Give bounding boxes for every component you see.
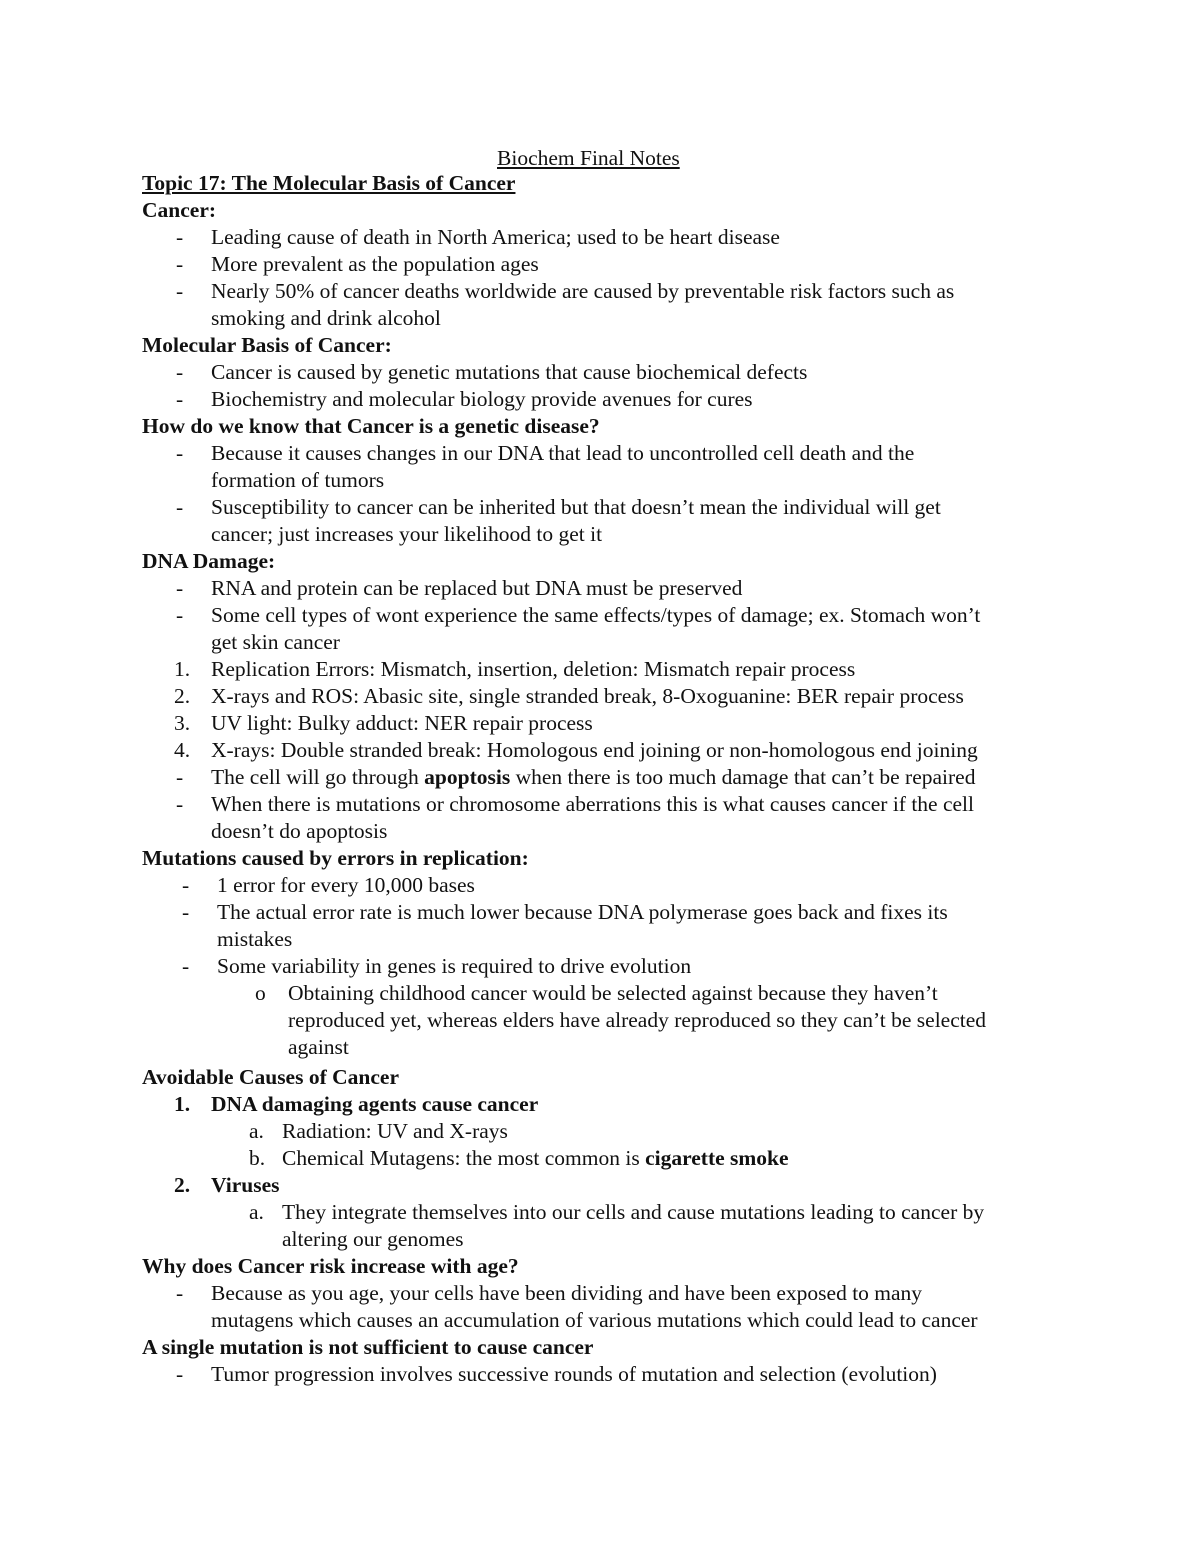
- cigarette-smoke-term: cigarette smoke: [645, 1146, 789, 1170]
- bullet-marker: -: [176, 765, 184, 789]
- list-item: Cancer is caused by genetic mutations that cause biochemical defects: [211, 360, 808, 384]
- list-item-continuation: doesn’t do apoptosis: [211, 819, 388, 843]
- lettered-item: [282, 1145, 789, 1172]
- list-item: Leading cause of death in North America; used to be heart disease: [211, 225, 780, 249]
- lettered-item: They integrate themselves into our cells and cause mutations leading to cancer by: [282, 1200, 985, 1224]
- section-heading-replication-errors: Mutations caused by errors in replication:: [142, 846, 529, 870]
- bullet-marker: -: [176, 360, 184, 384]
- bullet-marker: -: [182, 873, 190, 897]
- numbered-item: X-rays: Double stranded break: Homologous end joining or non-homologous end joining: [211, 738, 978, 762]
- bullet-marker: -: [176, 387, 184, 411]
- sub-bullet-marker: o: [255, 981, 266, 1005]
- lettered-item-continuation: altering our genomes: [282, 1227, 464, 1251]
- list-item: When there is mutations or chromosome aberrations this is what causes cancer if the cell: [211, 792, 974, 816]
- bullet-marker: -: [176, 495, 184, 519]
- section-heading-avoidable-causes: Avoidable Causes of Cancer: [142, 1065, 399, 1089]
- list-item: Because as you age, your cells have been dividing and have been exposed to many: [211, 1281, 923, 1305]
- apoptosis-pre-text: The cell will go through: [211, 765, 425, 789]
- numbered-marker: 1.: [174, 1092, 191, 1116]
- lettered-marker: b.: [249, 1146, 266, 1170]
- list-item: Nearly 50% of cancer deaths worldwide are caused by preventable risk factors such as: [211, 279, 955, 303]
- mutagens-pre-text: Chemical Mutagens: the most common is: [282, 1146, 646, 1170]
- section-heading-dna-damage: DNA Damage:: [142, 549, 276, 573]
- list-item: Biochemistry and molecular biology provide avenues for cures: [211, 387, 753, 411]
- numbered-item: UV light: Bulky adduct: NER repair process: [211, 711, 593, 735]
- bullet-marker: -: [176, 1281, 184, 1305]
- list-item: More prevalent as the population ages: [211, 252, 539, 276]
- list-item: Some variability in genes is required to drive evolution: [217, 954, 692, 978]
- section-heading-age: Why does Cancer risk increase with age?: [142, 1254, 519, 1278]
- sub-list-item: Obtaining childhood cancer would be selected against because they haven’t: [288, 981, 938, 1005]
- lettered-item: Radiation: UV and X-rays: [282, 1119, 508, 1143]
- list-item: Tumor progression involves successive rounds of mutation and selection (evolution): [211, 1362, 937, 1386]
- list-item-continuation: mutagens which causes an accumulation of various mutations which could lead to cancer: [211, 1308, 978, 1332]
- section-heading-cancer: Cancer:: [142, 198, 217, 222]
- section-heading-molecular-basis: Molecular Basis of Cancer:: [142, 333, 392, 357]
- list-item: Because it causes changes in our DNA that lead to uncontrolled cell death and the: [211, 441, 915, 465]
- list-item-apoptosis: [211, 764, 975, 791]
- numbered-item: Replication Errors: Mismatch, insertion, deletion: Mismatch repair process: [211, 657, 856, 681]
- list-item-continuation: mistakes: [217, 927, 293, 951]
- section-heading-single-mutation: A single mutation is not sufficient to cause cancer: [142, 1335, 594, 1359]
- lettered-marker: a.: [249, 1119, 264, 1143]
- list-item-continuation: cancer; just increases your likelihood to get it: [211, 522, 603, 546]
- topic-heading: Topic 17: The Molecular Basis of Cancer: [142, 171, 516, 195]
- bullet-marker: -: [176, 279, 184, 303]
- list-item-continuation: formation of tumors: [211, 468, 385, 492]
- numbered-item: DNA damaging agents cause cancer: [211, 1092, 539, 1116]
- numbered-item: X-rays and ROS: Abasic site, single stranded break, 8-Oxoguanine: BER repair process: [211, 684, 964, 708]
- bullet-marker: -: [182, 900, 190, 924]
- numbered-marker: 4.: [174, 738, 191, 762]
- bullet-marker: -: [176, 603, 184, 627]
- lettered-marker: a.: [249, 1200, 264, 1224]
- numbered-item: Viruses: [211, 1173, 280, 1197]
- bullet-marker: -: [176, 252, 184, 276]
- apoptosis-term: apoptosis: [424, 765, 511, 789]
- sub-list-item-continuation: against: [288, 1035, 349, 1059]
- list-item-continuation: smoking and drink alcohol: [211, 306, 441, 330]
- list-item: RNA and protein can be replaced but DNA must be preserved: [211, 576, 743, 600]
- bullet-marker: -: [176, 225, 184, 249]
- list-item-continuation: get skin cancer: [211, 630, 340, 654]
- bullet-marker: -: [176, 441, 184, 465]
- list-item: The actual error rate is much lower because DNA polymerase goes back and fixes its: [217, 900, 948, 924]
- sub-list-item-continuation: reproduced yet, whereas elders have already reproduced so they can’t be selected: [288, 1008, 987, 1032]
- bullet-marker: -: [176, 576, 184, 600]
- list-item: Susceptibility to cancer can be inherited but that doesn’t mean the individual will get: [211, 495, 941, 519]
- numbered-marker: 3.: [174, 711, 191, 735]
- section-heading-genetic-disease: How do we know that Cancer is a genetic disease?: [142, 414, 600, 438]
- list-item: 1 error for every 10,000 bases: [217, 873, 475, 897]
- numbered-marker: 1.: [174, 657, 191, 681]
- numbered-marker: 2.: [174, 1173, 191, 1197]
- bullet-marker: -: [176, 1362, 184, 1386]
- numbered-marker: 2.: [174, 684, 191, 708]
- apoptosis-post-text: when there is too much damage that can’t be repaired: [510, 765, 976, 789]
- document-title: Biochem Final Notes: [497, 146, 680, 170]
- list-item: Some cell types of wont experience the same effects/types of damage; ex. Stomach won’t: [211, 603, 981, 627]
- bullet-marker: -: [182, 954, 190, 978]
- bullet-marker: -: [176, 792, 184, 816]
